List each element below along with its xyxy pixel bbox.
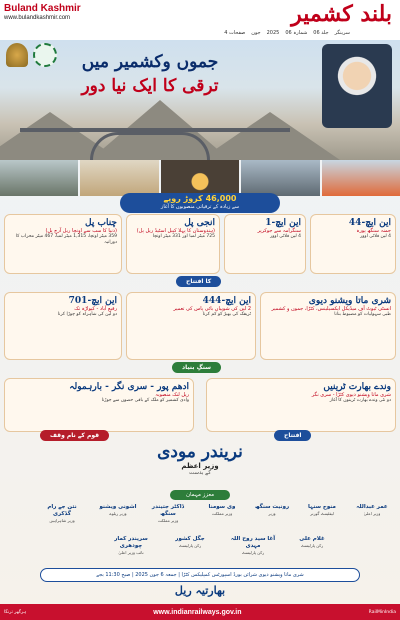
project-subtitle: سنگرامہ سے جوکرپر [257, 228, 301, 234]
photo-highway [241, 160, 319, 196]
dignitary [300, 504, 344, 516]
dignitary [146, 504, 190, 523]
project-title: وندے بھارت ٹرینیں [323, 382, 391, 392]
project-title: این ایچ-44 [348, 218, 391, 228]
project-subtitle: ریل لنک منصوبہ [155, 392, 189, 398]
project-body: 4 لین فلائی اوور [270, 234, 301, 239]
masthead [0, 0, 400, 40]
dateline-item: جون [251, 30, 261, 36]
footer [0, 604, 400, 620]
photo-building [80, 160, 158, 196]
inauguration-tag: کا افتتاح [176, 276, 221, 287]
person-block [100, 442, 300, 476]
inauguration-tag: افتتاح [274, 430, 311, 441]
portrait-photo [322, 44, 392, 128]
brand-url[interactable]: www.bulandkashmir.com [4, 15, 71, 21]
dignitary [96, 504, 140, 516]
project-title: شری ماتا ویشنو دیوی [308, 296, 391, 306]
project-body: ٹریفک کی بھیڑ کو کم کرنا [202, 312, 251, 317]
dignitary-role: لیفٹیننٹ گورنر [310, 511, 334, 516]
project-subtitle: (ہندوستان کا پہلا کیبل اسٹیڈ ریل پل) [136, 228, 215, 234]
project-card [310, 214, 396, 274]
photo-bridge [0, 160, 78, 196]
dignitary-name: نتن جے رام گڈکری [47, 504, 77, 517]
project-body: 725 میٹر لمبا اور 331 میٹر اونچا [152, 234, 215, 239]
project-subtitle: (دنیا کا سب سے اونچا ریل آرچ پل) [45, 228, 117, 234]
project-card [4, 292, 122, 360]
footer-handle[interactable]: RailMinIndia [368, 609, 396, 615]
person-subtitle: کے بدست [188, 470, 212, 476]
project-body: 4 لین فلائی اوور [360, 234, 391, 239]
dateline-item: سرینگر [334, 30, 350, 36]
dignitary-name: ڈاکٹر جتیندر سنگھ [151, 504, 185, 517]
project-body: طبی سہولیات کو مضبوط بنانا [334, 312, 391, 317]
dignitary-role: رکن پارلیمنٹ [300, 543, 324, 548]
dateline-item: شمارہ 06 [285, 30, 308, 36]
dignitary [290, 536, 334, 548]
dateline-item: جلد 06 [313, 30, 329, 36]
foundation-tag: سنگِ بنیاد [172, 362, 221, 373]
dignitary-name: اشونی ویشنو [99, 504, 137, 510]
photo-train [322, 160, 400, 196]
bridge-arch [90, 132, 210, 160]
headline-line2: ترقی کا ایک نیا دور [81, 76, 219, 96]
investment-caption: سے زیادہ کے ترقیاتی منصوبوں کا آغاز [160, 204, 240, 210]
project-card [260, 292, 396, 360]
dignitary-name: وی سومنا [208, 504, 236, 510]
footer-left: ہرگھر ترنگا [4, 609, 27, 615]
project-card [206, 378, 396, 432]
project-title: چناب پل [85, 218, 117, 228]
dignitary-role: وزیر مملکت [157, 518, 179, 523]
dignitary-name: آغا سید روح اللہ مہدی [230, 536, 276, 549]
dignitary-name: رونیت سنگھ [254, 504, 290, 510]
dignitary-name: جگل کشور [175, 536, 205, 542]
project-title: انجی پل [184, 218, 215, 228]
dateline-item: صفحات 4 [224, 30, 246, 36]
project-card [4, 214, 122, 274]
dignitary-role: وزیر [268, 511, 276, 516]
project-subtitle: انسٹی ٹیوٹ آف میڈیکل ایکسیلینس، کٹڑا، جموں و کشمیر [271, 306, 391, 312]
dignitary-name: سریندر کمار چودھری [114, 536, 148, 549]
person-title: وزیر اعظم [181, 462, 219, 470]
person-name: نریندر مودی [157, 442, 243, 462]
dedication-tag: قوم کے نام وقف [40, 430, 109, 441]
dignitary-role: وزیر شاہراہیں [49, 518, 75, 523]
project-title: این ایچ-444 [202, 296, 251, 306]
national-emblem-icon [6, 43, 28, 67]
dignitary-name: عمر عبداللہ [356, 504, 388, 510]
dignitary-role: وزیر مملکت [211, 511, 233, 516]
dignitary [168, 536, 212, 548]
dignitary [250, 504, 294, 516]
dignitary [200, 504, 244, 516]
dignitary-role: وزیر اعلیٰ [363, 511, 381, 516]
project-subtitle: رفیع آباد - کپواڑہ تک [74, 306, 117, 312]
dateline [150, 28, 350, 38]
footer-url[interactable]: www.indianrailways.gov.in [153, 608, 242, 616]
brand-english: Buland Kashmir [4, 3, 81, 14]
project-body: 359 میٹر اونچا، 1,315 میٹر لمبا، 467 میٹر محراب کا دورانیہ [15, 234, 117, 245]
dignitary-role: رکن پارلیمنٹ [241, 550, 265, 555]
dignitary-role: نائب وزیر اعلیٰ [118, 550, 144, 555]
project-card [126, 292, 256, 360]
dignitary-name: غلام علی [299, 536, 325, 542]
project-title: این ایچ-1 [265, 218, 301, 228]
project-body: وادی کشمیر کو ملک کے باقی حصوں سے جوڑنا [101, 398, 189, 403]
dignitary [350, 504, 394, 516]
investment-banner [120, 193, 280, 213]
project-card [224, 214, 306, 274]
dignitaries-title: معزز مہمان [170, 490, 230, 500]
project-body: دو نئی وندے بھارت ٹرینوں کا آغاز [329, 398, 391, 403]
dateline-item: 2025 [266, 30, 280, 36]
investment-amount: 46,000 کروڑ روپے [163, 194, 237, 203]
dignitary [104, 536, 158, 555]
project-card [4, 378, 194, 432]
dignitary [226, 536, 280, 555]
project-subtitle: جمنہ سنگھ پورہ [356, 228, 391, 234]
project-subtitle: 2 لین کی شوپیاں بائی پاس کی تعمیر [173, 306, 251, 312]
project-title: این ایچ-701 [68, 296, 117, 306]
indian-railways-logo: بھارتیہ ریل [174, 584, 226, 597]
event-details: شری ماتا ویشنو دیوی شرائن بورڈ اسپورٹس کمپلیکس کٹڑا | جمعہ 6 جون 2025 | صبح 11:30 بجے [40, 568, 360, 582]
headline-line1: جموں وکشمیر میں [81, 52, 219, 72]
brand-urdu: بلند کشمیر [291, 1, 392, 27]
photo-strip [0, 160, 400, 196]
mountain-shape [200, 112, 340, 160]
dignitary-role: وزیر ریلوے [109, 511, 127, 516]
dignitary [40, 504, 84, 523]
photo-tunnel [161, 160, 239, 196]
project-body: دو لین کی شاہراہ کو چوڑا کرنا [57, 312, 117, 317]
project-title: ادھم پور - سری نگر - بارہمولہ [69, 382, 189, 392]
dignitary-role: رکن پارلیمنٹ [178, 543, 202, 548]
dignitary-name: منوج سنہا [308, 504, 336, 510]
project-subtitle: شری ماتا ویشنو دیوی کٹڑا - سری نگر [311, 392, 391, 398]
project-card [126, 214, 220, 274]
